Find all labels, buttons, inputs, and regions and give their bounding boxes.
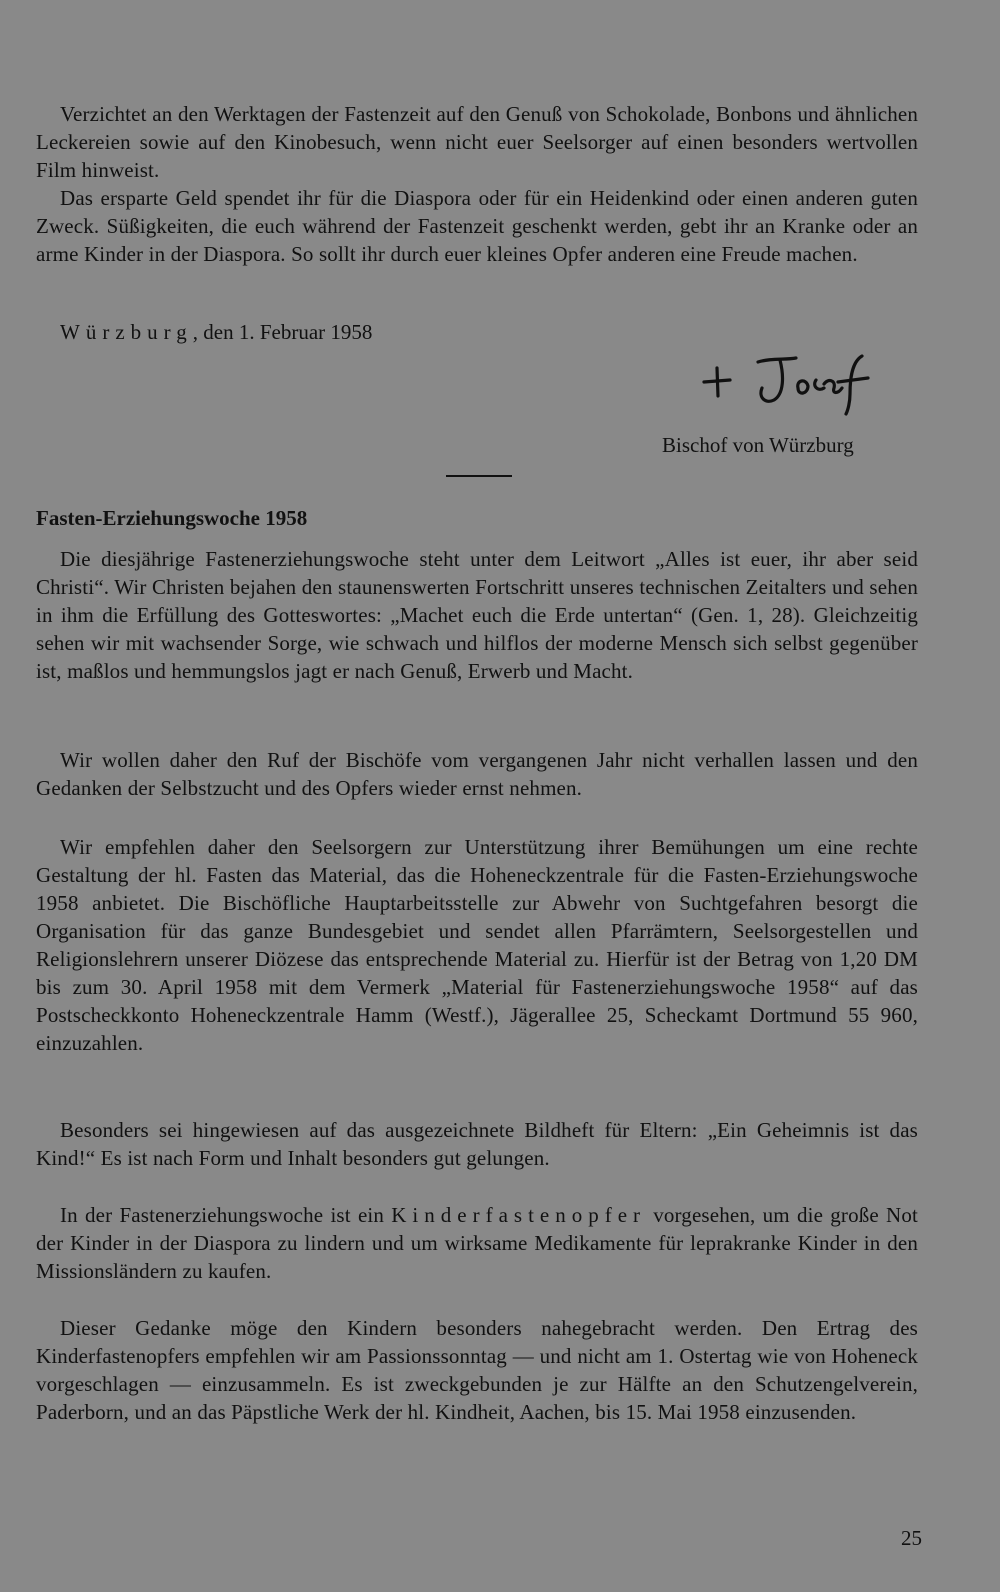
section-paragraph-3: Wir empfehlen daher den Seelsorgern zur Unterstützung ihrer Bemühungen um eine rechte Gestaltung der hl. Fasten das Material, das die Hoheneckzentrale für die Fasten-Erziehungswoche 1958 anbietet. Die Bischöfliche Hauptarbeitsstelle zur Abwehr von Suchtgefahren besorgt die Organisation für das ganze Bundesgebiet und sendet allen Pfarrämtern, Seelsorgestellen und Religionslehrern unserer Diözese das entsprechende Material zu. Hierfür ist der Betrag von 1,20 DM bis zum 30. April 1958 mit dem Vermerk „Material für Fastenerziehungswoche 1958“ auf das Postscheckkonto Hoheneckzentrale Hamm (Westf.), Jägerallee 25, Scheckamt Dortmund 55 960, einzuzahlen. bbox=[36, 835, 918, 1055]
section-paragraph-4: Besonders sei hingewiesen auf das ausgezeichnete Bildheft für Eltern: „Ein Geheimnis ist das Kind!“ Es ist nach Form und Inhalt besonders gut gelungen. bbox=[36, 1118, 918, 1170]
section-paragraph-2: Wir wollen daher den Ruf der Bischöfe vom vergangenen Jahr nicht verhallen lassen und den Gedanken der Selbstzucht und des Opfers wieder ernst nehmen. bbox=[36, 748, 918, 800]
letter-date: , den 1. Februar 1958 bbox=[192, 320, 373, 344]
signatory-title: Bischof von Würzburg bbox=[662, 433, 854, 457]
section-paragraph-5 bbox=[36, 1201, 918, 1285]
letter-paragraph-1: Verzichtet an den Werktagen der Fastenzeit auf den Genuß von Schokolade, Bonbons und ähnlichen Leckereien sowie auf den Kinobesuch, wenn nicht euer Seelsorger auf einen besonders wertvollen Film hinweist. bbox=[36, 102, 918, 182]
place-date-line bbox=[60, 318, 372, 346]
handwritten-signature-image bbox=[700, 348, 890, 418]
paragraph-5-text-before: In der Fastenerziehungswoche ist ein bbox=[60, 1203, 392, 1227]
paragraph-5-text-after: vorgesehen, um die große Not der Kinder in der Diaspora zu lindern und um wirksame Medikamente für leprakranke Kinder in den Missionsländern zu kaufen. bbox=[36, 1203, 918, 1283]
section-divider bbox=[446, 475, 512, 477]
section-paragraph-6: Dieser Gedanke möge den Kindern besonders nahegebracht werden. Den Ertrag des Kinderfastenopfers empfehlen wir am Passionssonntag — und nicht am 1. Ostertag wie von Hoheneck vorgeschlagen — einzusammeln. Es ist zweckgebunden je zur Hälfte an den Schutzengelverein, Paderborn, und an das Päpstliche Werk der hl. Kindheit, Aachen, bis 15. Mai 1958 einzusenden. bbox=[36, 1316, 918, 1424]
place-name: Würzburg bbox=[60, 320, 193, 344]
letter-paragraph-2: Das ersparte Geld spendet ihr für die Diaspora oder für ein Heidenkind oder einen anderen guten Zweck. Süßigkeiten, die euch während der Fastenzeit geschenkt werden, gebt ihr an Kranke oder an arme Kinder in der Diaspora. So sollt ihr durch euer kleines Opfer anderen eine Freude machen. bbox=[36, 186, 918, 266]
section-heading: Fasten-Erziehungswoche 1958 bbox=[36, 506, 308, 530]
signature bbox=[700, 348, 890, 423]
spaced-emphasis-term: Kinderfastenopfer bbox=[391, 1203, 647, 1227]
section-paragraph-1: Die diesjährige Fastenerziehungswoche steht unter dem Leitwort „Alles ist euer, ihr aber seid Christi“. Wir Christen bejahen den staunenswerten Fortschritt unseres technischen Zeitalters und sehen in ihm die Erfüllung des Gotteswortes: „Machet euch die Erde untertan“ (Gen. 1, 28). Gleichzeitig sehen wir mit wachsender Sorge, wie schwach und hilflos der moderne Mensch sich selbst gegenüber ist, maßlos und hemmungslos jagt er nach Genuß, Erwerb und Macht. bbox=[36, 547, 918, 683]
page-number: 25 bbox=[901, 1526, 922, 1550]
